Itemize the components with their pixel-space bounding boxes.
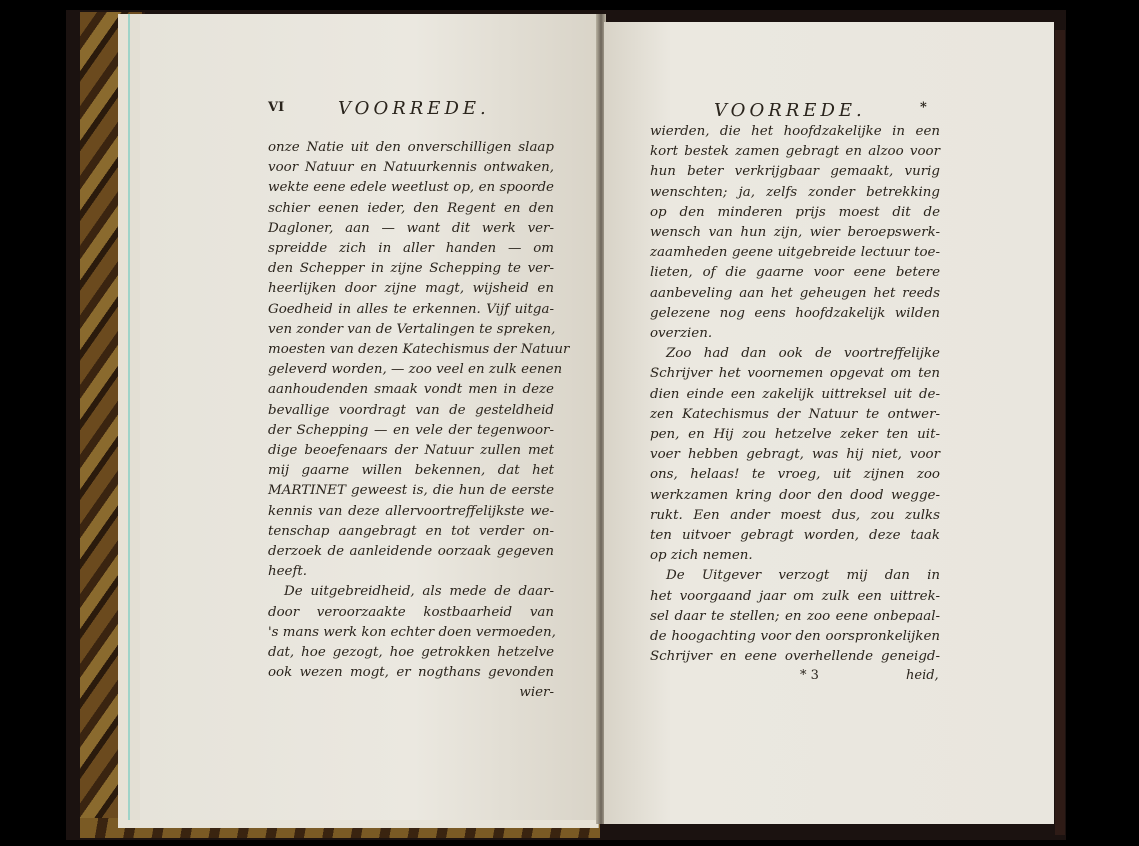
left-page xyxy=(140,14,596,820)
text-line: kort bestek zamen gebragt en alzoo voor xyxy=(650,144,940,160)
text-line: op den minderen prijs moest dit de xyxy=(650,204,940,220)
right-page-text xyxy=(650,122,940,667)
text-line: De uitgebreidheid, als mede de daar- xyxy=(284,584,554,600)
text-line: geleverd worden, — zoo veel en zulk eenen xyxy=(268,362,563,378)
text-line: heerlijken door zijne magt, wijsheid en xyxy=(268,281,554,297)
text-line: rukt. Een ander moest dus, zou zulks xyxy=(650,507,940,523)
text-line: Zoo had dan ook de voortreffelijke xyxy=(666,346,940,362)
text-line: wierden, die het hoofdzakelijke in een xyxy=(650,124,940,139)
text-line: op zich nemen. xyxy=(650,548,753,564)
text-line: kennis van deze allervoortreffelijkste we- xyxy=(268,503,554,519)
text-line: De Uitgever verzogt mij dan in xyxy=(666,568,940,584)
text-line: aanhoudenden smaak vondt men in deze xyxy=(268,382,554,398)
text-line: werkzamen kring door den dood wegge- xyxy=(650,487,940,503)
text-line: wekte eene edele weetlust op, en spoorde xyxy=(268,180,554,196)
text-line: dat, hoe gezogt, hoe getrokken hetzelve xyxy=(268,645,554,661)
left-page-text xyxy=(268,138,570,704)
text-line: den Schepper in zijne Schepping te ver- xyxy=(268,261,554,277)
text-line: wensch van hun zijn, wier beroepswerk- xyxy=(650,225,940,241)
text-line: gelezene nog eens hoofdzakelijk wilden xyxy=(650,305,940,321)
text-line: Schrijver en eene overhellende geneigd- xyxy=(650,649,940,665)
text-line: Schrijver het voornemen opgevat om ten xyxy=(650,366,940,382)
text-line: door veroorzaakte kostbaarheid van xyxy=(268,604,554,620)
text-line: ven zonder van de Vertalingen te spreken, xyxy=(268,321,556,337)
text-line: onze Natie uit den onverschilligen slaap xyxy=(268,140,554,155)
text-line: dige beoefenaars der Natuur zullen met xyxy=(268,443,554,459)
text-line: 's mans werk kon echter doen vermoeden, xyxy=(268,624,556,640)
text-line: overzien. xyxy=(650,326,713,342)
text-line: der Schepping — en vele der tegenwoor- xyxy=(268,422,554,438)
text-line: dien einde een zakelijk uittreksel uit de- xyxy=(650,386,940,402)
text-line: schier eenen ieder, den Regent en den xyxy=(268,200,554,216)
text-line: het voorgaand jaar om zulk een uittrek- xyxy=(650,588,940,604)
text-line: ons, helaas! te vroeg, uit zijnen zoo xyxy=(650,467,940,483)
text-line: de hoogachting voor den oorspronkelijken xyxy=(650,629,940,645)
page-number-right: * xyxy=(920,100,927,115)
text-line: pen, en Hij zou hetzelve zeker ten uit- xyxy=(650,427,940,443)
running-head-right-title: VOORREDE. xyxy=(714,100,866,121)
right-page xyxy=(604,22,1054,824)
text-line: spreidde zich in aller handen — om xyxy=(268,241,554,257)
text-line: sel daar te stellen; en zoo eene onbepaal- xyxy=(650,608,940,624)
text-line: wenschten; ja, zelfs zonder betrekking xyxy=(650,184,940,200)
text-line: voor Natuur en Natuurkennis ontwaken, xyxy=(268,160,554,176)
text-line: ten uitvoer gebragt worden, deze taak xyxy=(650,528,940,544)
text-line: wier- xyxy=(519,685,554,701)
text-line: MARTINET geweest is, die hun de eerste xyxy=(268,483,554,499)
text-line: hun beter verkrijgbaar gemaakt, vurig xyxy=(650,164,940,180)
text-line: bevallige voordragt van de gesteldheid xyxy=(268,402,554,418)
signature-mark: * 3 xyxy=(800,668,819,683)
running-head-left-title: VOORREDE. xyxy=(338,98,490,119)
text-line: lieten, of die gaarne voor eene betere xyxy=(650,265,940,281)
text-line: zaamheden geene uitgebreide lectuur toe- xyxy=(650,245,940,261)
cover-edge-right xyxy=(1055,30,1065,835)
text-line: ook wezen mogt, er nogthans gevonden xyxy=(268,665,554,681)
text-line: moesten van dezen Katechismus der Natuur xyxy=(268,342,570,358)
text-line: aanbeveling aan het geheugen het reeds xyxy=(650,285,940,301)
text-line: Goedheid in alles te erkennen. Vijf uitga- xyxy=(268,301,554,317)
text-line: mij gaarne willen bekennen, dat het xyxy=(268,463,554,479)
text-line: Dagloner, aan — want dit werk ver- xyxy=(268,220,554,236)
text-line: derzoek de aanleidende oorzaak gegeven xyxy=(268,544,554,560)
page-number-left: VI xyxy=(268,100,285,115)
text-line: zen Katechismus der Natuur te ontwer- xyxy=(650,406,940,422)
catchword: heid, xyxy=(906,668,939,683)
text-line: heeft. xyxy=(268,564,308,580)
text-line: voer hebben gebragt, was hij niet, voor xyxy=(650,447,940,463)
text-line: tenschap aangebragt en tot verder on- xyxy=(268,523,554,539)
